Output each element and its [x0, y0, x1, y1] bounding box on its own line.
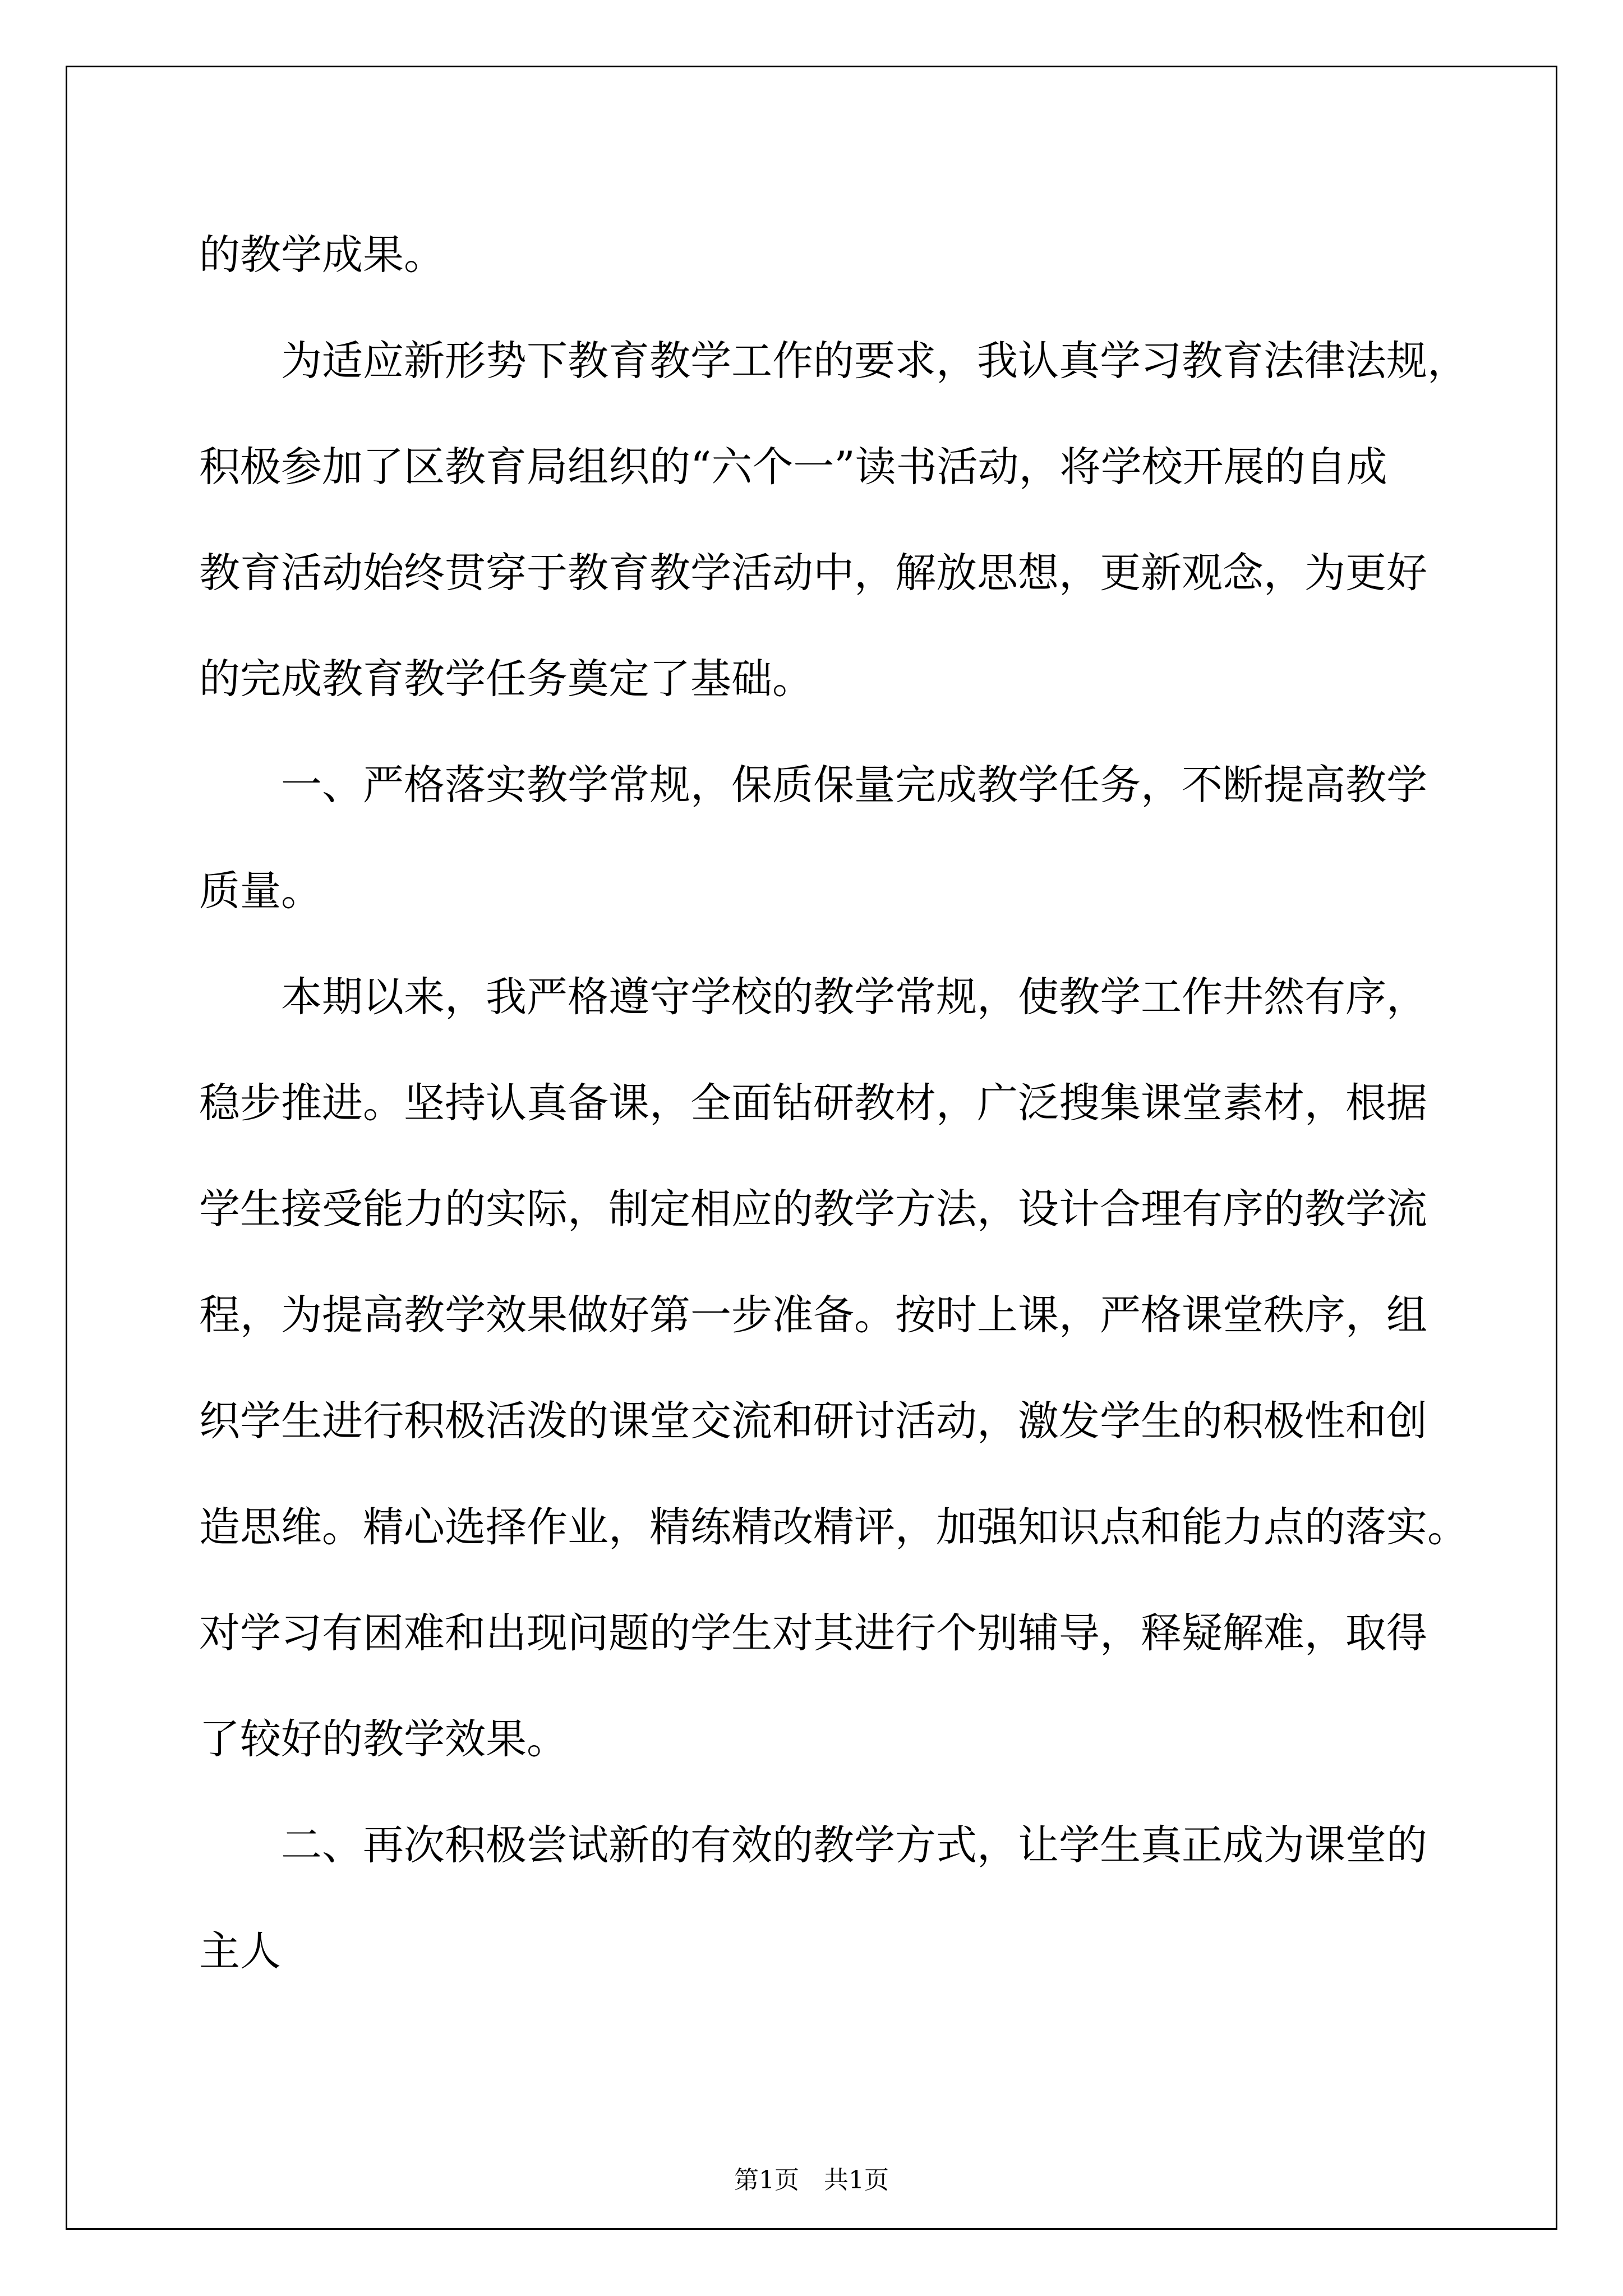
- text-line: 织学生进行积极活泼的课堂交流和研讨活动，激发学生的积极性和创: [199, 1397, 1427, 1445]
- page-number: 第1页: [734, 2166, 799, 2194]
- text-line: 一、严格落实教学常规，保质保量完成教学任务，不断提高教学: [281, 761, 1427, 809]
- text-line: 学生接受能力的实际，制定相应的教学方法，设计合理有序的教学流: [199, 1185, 1427, 1233]
- text-line: 积极参加了区教育局组织的“六个一”读书活动，将学校开展的自成: [199, 443, 1387, 491]
- text-line: 的教学成果。: [199, 231, 445, 279]
- text-line: 稳步推进。坚持认真备课，全面钻研教材，广泛搜集课堂素材，根据: [199, 1079, 1427, 1127]
- text-line: 的完成教育教学任务奠定了基础。: [199, 655, 813, 703]
- text-line: 教育活动始终贯穿于教育教学活动中，解放思想，更新观念，为更好: [199, 549, 1427, 597]
- text-line: 了较好的教学效果。: [199, 1715, 568, 1763]
- page-footer: [0, 2160, 1623, 2196]
- document-body: [199, 202, 1468, 2004]
- text-line: 造思维。精心选择作业，精练精改精评，加强知识点和能力点的落实。: [199, 1503, 1468, 1551]
- text-line: 本期以来，我严格遵守学校的教学常规，使教学工作井然有序，: [281, 973, 1427, 1021]
- text-line: 对学习有困难和出现问题的学生对其进行个别辅导，释疑解难，取得: [199, 1609, 1427, 1657]
- text-line: 二、再次积极尝试新的有效的教学方式，让学生真正成为课堂的: [281, 1821, 1427, 1869]
- text-line: 质量。: [199, 867, 322, 915]
- text-line: 为适应新形势下教育教学工作的要求，我认真学习教育法律法规，: [281, 337, 1468, 385]
- text-line: 程，为提高教学效果做好第一步准备。按时上课，严格课堂秩序，组: [199, 1291, 1427, 1339]
- text-line: 主人: [199, 1927, 281, 1975]
- page-total: 共1页: [824, 2166, 889, 2194]
